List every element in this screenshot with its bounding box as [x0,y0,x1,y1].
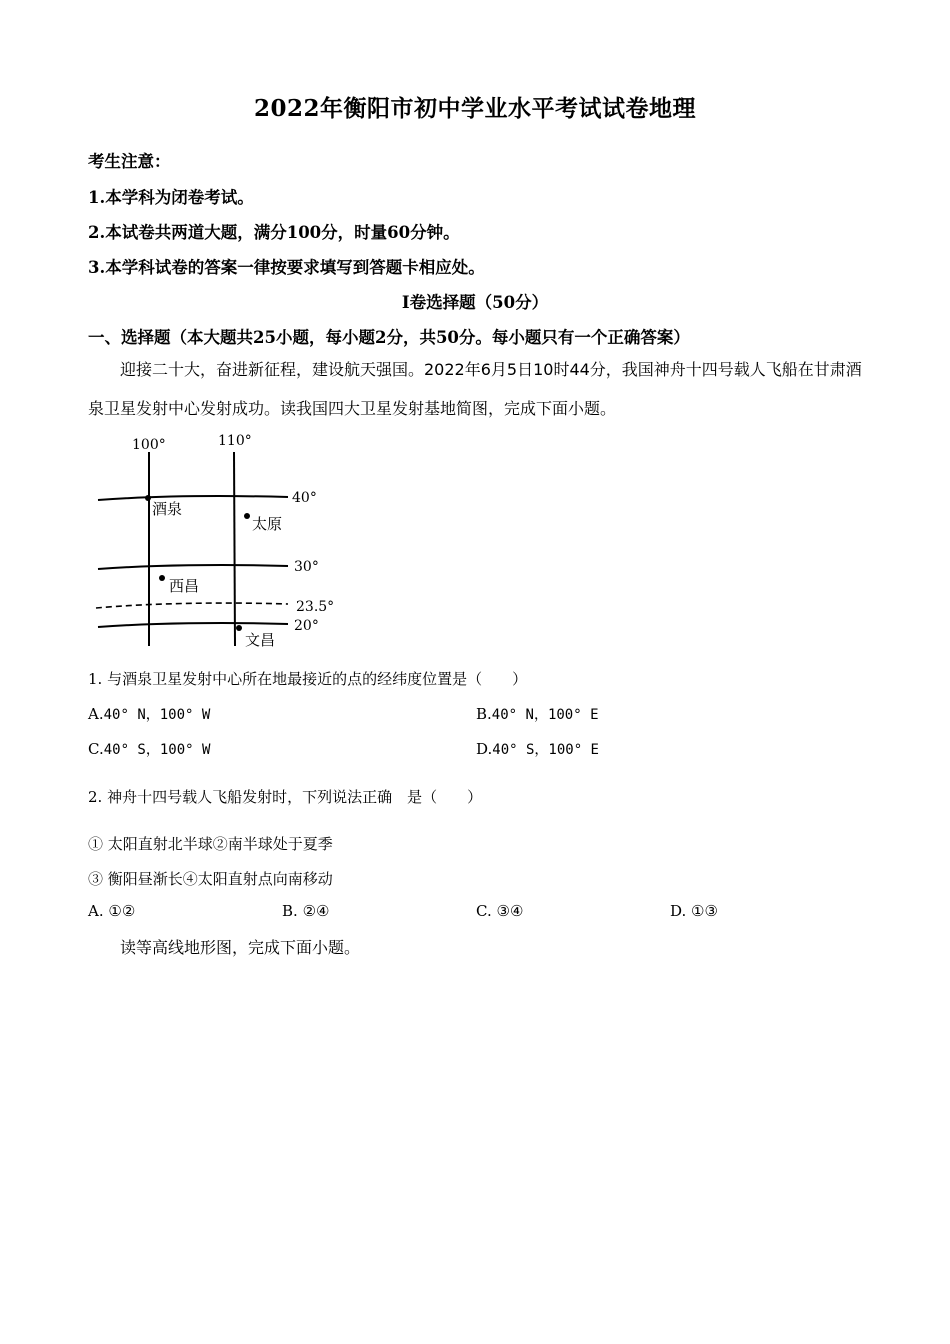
option-text: 40° S，100° E [492,742,599,758]
exam-title: 2022年衡阳市初中学业水平考试试卷地理 [253,95,696,122]
lat-label-20: 20° [294,618,319,634]
site-wenchang: 文昌 [245,631,276,649]
option-text: ③④ [496,902,524,920]
site-taiyuan: 太原 [252,515,283,533]
lat-label-40: 40° [292,490,317,506]
parallel-20 [98,623,288,627]
intro-paragraph-2: 读等高线地形图，完成下面小题。 [120,938,361,957]
taiyuan-dot [244,513,250,519]
jiuquan-dot [145,495,151,501]
option-text: ①② [108,902,136,920]
option-letter: D. [476,740,493,758]
q1-option-c[interactable] [88,739,210,759]
option-letter: B. [476,705,492,723]
lat-label-23-5: 23.5° [296,599,335,615]
intro-paragraph-1: 迎接二十大，奋进新征程，建设航天强国。2022年6月5日10时44分，我国神舟十四号载人飞船在甘肃酒泉卫星发射中心发射成功。读我国四大卫星发射基地简图，完成下面小题。 [88,360,862,418]
q1-option-d[interactable] [476,739,599,759]
option-text: 40° N，100° W [103,707,211,723]
option-letter: A. [88,902,104,920]
lon-label-100: 100° [132,437,166,453]
q2-statement-1: ① 太阳直射北半球②南半球处于夏季 [88,835,333,853]
xichang-dot [159,575,165,581]
option-text: ②④ [302,902,330,920]
q2-statement-2: ③ 衡阳昼渐长④太阳直射点向南移动 [88,870,333,888]
lat-label-30: 30° [294,559,319,575]
notice-item-1: 1.本学科为闭卷考试。 [88,188,254,207]
option-text: 40° S，100° W [103,742,211,758]
part-title: Ⅰ卷选择题（50分） [401,293,549,312]
option-text: ①③ [691,902,718,920]
question-1-stem: 1. 与酒泉卫星发射中心所在地最接近的点的经纬度位置是（ ） [88,670,528,688]
lon-label-110: 110° [218,433,252,449]
notice-item-2: 2.本试卷共两道大题，满分100分，时量60分钟。 [88,223,460,242]
site-xichang: 西昌 [169,577,200,595]
q1-option-a[interactable] [88,704,210,724]
parallel-30 [98,565,288,569]
site-jiuquan: 酒泉 [152,500,183,518]
section-title: 一、选择题（本大题共25小题，每小题2分，共50分。每小题只有一个正确答案） [88,328,690,347]
q1-option-b[interactable] [476,704,599,724]
option-letter: C. [476,902,492,920]
meridian-110 [234,452,235,646]
option-text: 40° N，100° E [491,707,599,723]
launch-base-map [92,430,352,655]
option-letter: D. [670,902,687,920]
wenchang-dot [236,625,242,631]
tropic-of-cancer [96,603,288,608]
option-letter: A. [88,705,104,723]
q2-option-c[interactable] [476,902,523,920]
notice-item-3: 3.本学科试卷的答案一律按要求填写到答题卡相应处。 [88,258,485,277]
notice-heading: 考生注意： [88,152,171,171]
q2-option-b[interactable] [282,902,329,920]
option-letter: B. [282,902,298,920]
q2-option-a[interactable] [88,902,135,920]
q2-option-d[interactable] [670,902,718,920]
parallel-40 [98,496,288,500]
question-2-stem: 2. 神舟十四号载人飞船发射时，下列说法正确 是（ ） [88,788,483,806]
option-letter: C. [88,740,104,758]
